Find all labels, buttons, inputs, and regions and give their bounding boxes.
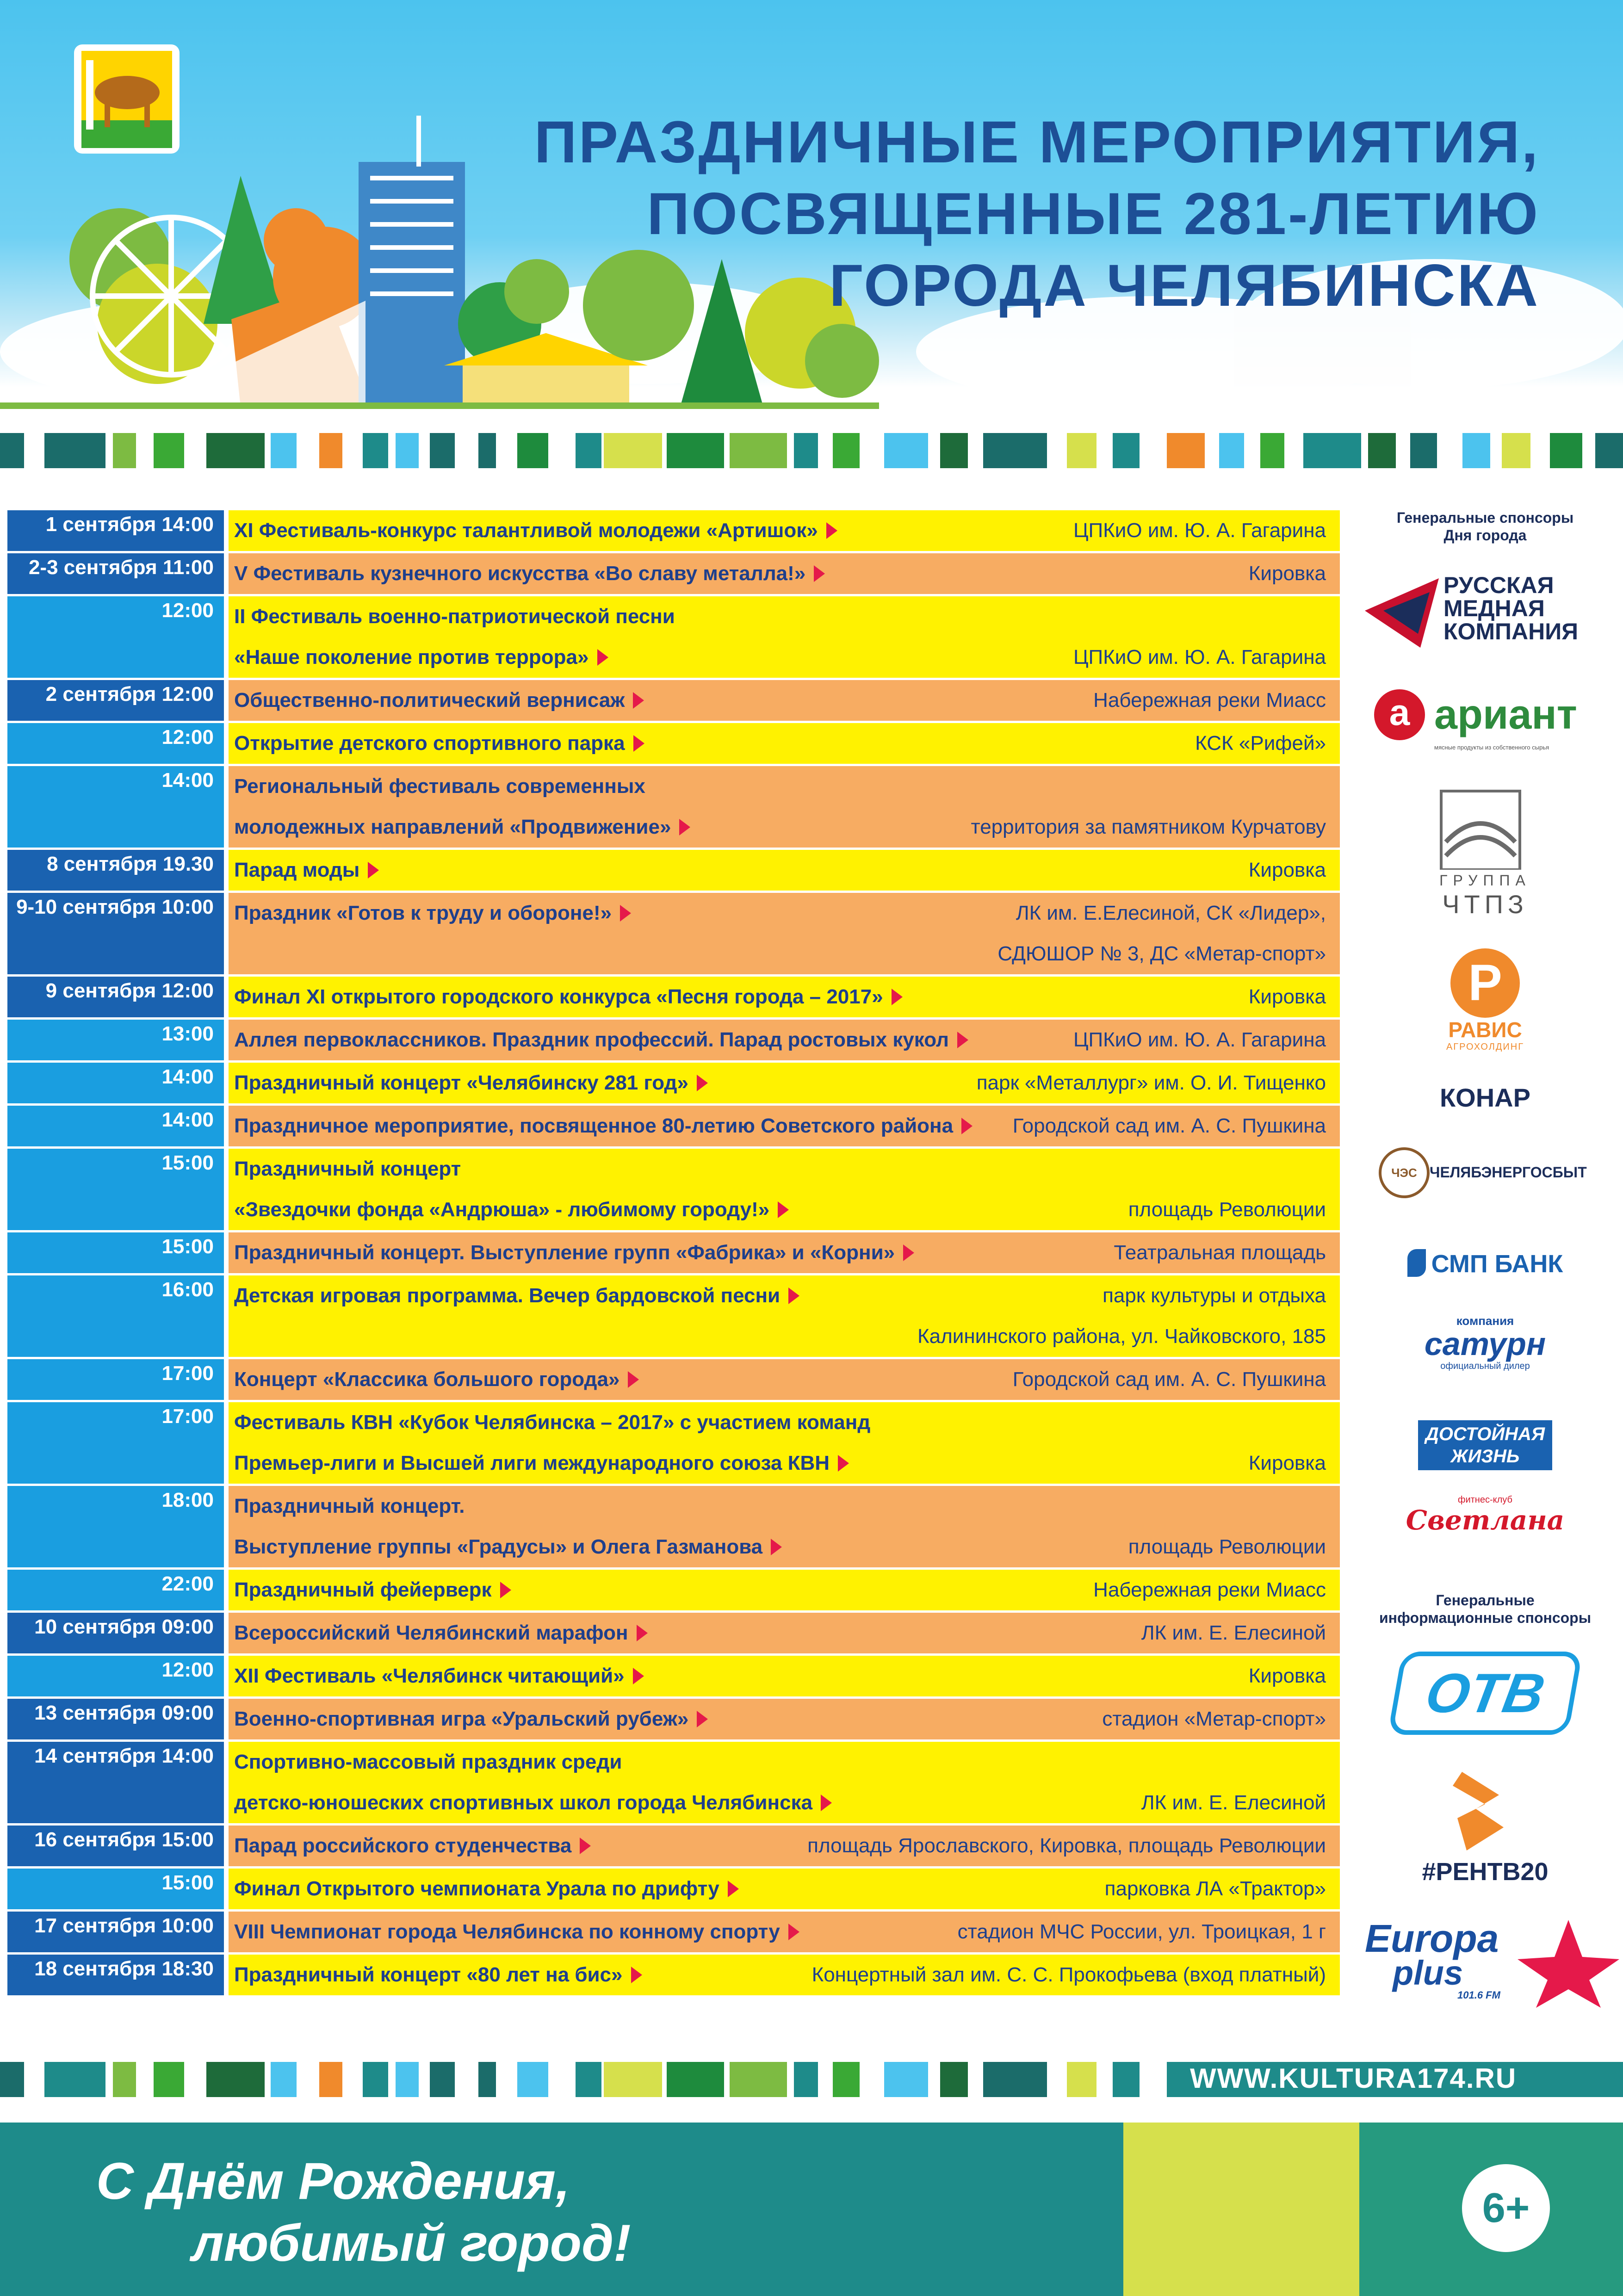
event-row [7, 766, 1340, 848]
event-row [7, 1063, 1340, 1103]
europa-frequency: 101.6 FM [1457, 1989, 1500, 2001]
energosbyt-name: ЧЕЛЯБЭНЕРГОСБЫТ [1430, 1164, 1587, 1181]
red-arrow-icon [697, 1075, 708, 1091]
event-venue: Набережная реки Миасс [1093, 689, 1326, 712]
title-line-1: ПРАЗДНИЧНЫЕ МЕРОПРИЯТИЯ, [534, 109, 1540, 175]
decorative-stripes-top [0, 433, 1623, 468]
red-arrow-icon [631, 1967, 642, 1983]
chtpz-line-2: ЧТПЗ [1442, 890, 1528, 919]
event-title: Праздничный концерт [234, 1157, 461, 1180]
dostoinaya-line-1: ДОСТОЙНАЯ [1425, 1424, 1545, 1444]
event-time: 9-10 сентября 10:00 [7, 893, 224, 974]
event-title: Спортивно-массовый праздник среди [234, 1751, 622, 1773]
header [0, 0, 1623, 430]
age-rating-badge: 6+ [1462, 2164, 1550, 2252]
rmk-line-3: КОМПАНИЯ [1443, 619, 1579, 644]
europa-line-2: plus [1393, 1954, 1463, 1992]
event-title: Праздничный концерт «Челябинску 281 год» [234, 1071, 688, 1094]
event-time: 16 сентября 15:00 [7, 1826, 224, 1866]
event-title: детско-юношеских спортивных школ города Челябинска [234, 1791, 813, 1814]
event-row [7, 553, 1340, 594]
red-arrow-icon [838, 1455, 849, 1472]
event-details [229, 1613, 1340, 1653]
otv-logo [1351, 1652, 1619, 1744]
ariant-name: ариант [1434, 692, 1577, 738]
event-line [229, 596, 1340, 637]
event-details [229, 1570, 1340, 1610]
event-time: 1 сентября 14:00 [7, 510, 224, 551]
event-row [7, 1656, 1340, 1696]
red-arrow-icon [892, 989, 903, 1005]
events-schedule [7, 510, 1340, 1998]
event-line [229, 1912, 1340, 1952]
event-row [7, 1742, 1340, 1823]
event-time: 9 сентября 12:00 [7, 977, 224, 1017]
event-venue: ЛК им. Е. Елесиной [1141, 1621, 1326, 1644]
event-details [229, 766, 1340, 848]
saturn-line-1: компания [1456, 1314, 1514, 1328]
footer-lime-block [1123, 2123, 1359, 2296]
event-venue: СДЮШОР № 3, ДС «Метар-спорт» [997, 942, 1326, 965]
red-arrow-icon [778, 1201, 789, 1218]
event-line [229, 893, 1340, 934]
svetlana-logo [1351, 1494, 1619, 1545]
ren-tv-hashtag: #РЕНТВ20 [1422, 1858, 1549, 1886]
event-details [229, 1912, 1340, 1952]
ariant-logo [1351, 689, 1619, 763]
event-details [229, 1149, 1340, 1230]
event-details [229, 1359, 1340, 1400]
event-title: II Фестиваль военно-патриотической песни [234, 605, 675, 628]
event-details [229, 510, 1340, 551]
event-time: 17:00 [7, 1359, 224, 1400]
event-details [229, 893, 1340, 974]
event-title: Финал Открытого чемпионата Урала по дрифту [234, 1877, 719, 1900]
event-row [7, 1359, 1340, 1400]
event-title: Парад российского студенчества [234, 1834, 572, 1857]
event-venue: площадь Революции [1128, 1535, 1326, 1558]
event-venue: Городской сад им. А. С. Пушкина [1012, 1368, 1326, 1391]
event-row [7, 1106, 1340, 1146]
event-line [229, 850, 1340, 891]
smp-bank-logo [1351, 1249, 1619, 1291]
event-venue: ЦПКиО им. Ю. А. Гагарина [1073, 519, 1326, 542]
chtpz-emblem-icon [1351, 786, 1619, 870]
event-row [7, 1232, 1340, 1273]
dostoinaya-line-2: ЖИЗНЬ [1450, 1446, 1520, 1467]
page-title [383, 106, 1540, 322]
ravis-line-1: РАВИС [1448, 1018, 1522, 1042]
europa-line-1: Europa [1365, 1917, 1499, 1960]
event-title: Премьер-лиги и Высшей лиги международного союза КВН [234, 1452, 830, 1474]
red-arrow-icon [814, 565, 825, 582]
event-details [229, 1869, 1340, 1909]
event-line [229, 1402, 1340, 1443]
ravis-mark-icon: Р [1450, 948, 1520, 1018]
event-line [229, 934, 1340, 974]
red-arrow-icon [679, 819, 690, 835]
event-row [7, 1275, 1340, 1357]
event-time: 16:00 [7, 1275, 224, 1357]
title-line-3: ГОРОДА ЧЕЛЯБИНСКА [829, 253, 1540, 319]
event-time: 18:00 [7, 1486, 224, 1567]
event-time: 2-3 сентября 11:00 [7, 553, 224, 594]
event-time: 2 сентября 12:00 [7, 680, 224, 721]
event-title: Праздничное мероприятие, посвященное 80-летию Советского района [234, 1114, 954, 1137]
event-line [229, 807, 1340, 848]
red-arrow-icon [697, 1711, 708, 1727]
red-arrow-icon [728, 1881, 739, 1897]
event-title: Всероссийский Челябинский марафон [234, 1621, 628, 1644]
rmk-logo [1351, 569, 1619, 652]
event-time: 17 сентября 10:00 [7, 1912, 224, 1952]
red-arrow-icon [633, 692, 644, 709]
greeting-line-1: С Днём Рождения, [96, 2152, 570, 2210]
event-venue: парковка ЛА «Трактор» [1104, 1877, 1326, 1900]
ariant-subtitle: мясные продукты из собственного сырья [1434, 744, 1549, 751]
event-line [229, 1782, 1340, 1823]
energosbyt-logo [1351, 1147, 1619, 1198]
event-line [229, 1275, 1340, 1316]
event-row [7, 977, 1340, 1017]
general-sponsors-heading [1351, 509, 1619, 544]
red-arrow-icon [826, 522, 837, 539]
event-title: Общественно-политический вернисаж [234, 689, 625, 712]
red-arrow-icon [500, 1582, 511, 1598]
event-line [229, 977, 1340, 1017]
event-venue: парк культуры и отдыха [1103, 1284, 1326, 1307]
event-details [229, 1955, 1340, 1995]
event-time: 13 сентября 09:00 [7, 1699, 224, 1739]
event-time: 14:00 [7, 766, 224, 848]
event-line [229, 1656, 1340, 1696]
event-line [229, 1063, 1340, 1103]
event-venue: Театральная площадь [1114, 1241, 1326, 1264]
event-time: 8 сентября 19.30 [7, 850, 224, 891]
svetlana-name: Светлана [1406, 1504, 1565, 1536]
saturn-line-3: официальный дилер [1440, 1361, 1530, 1371]
event-title: Фестиваль КВН «Кубок Челябинска – 2017» с участием команд [234, 1411, 871, 1434]
red-arrow-icon [580, 1838, 591, 1854]
saturn-line-2: сатурн [1424, 1326, 1546, 1362]
info-sponsors-heading-2: информационные спонсоры [1379, 1609, 1592, 1626]
event-line [229, 1020, 1340, 1060]
event-time: 17:00 [7, 1402, 224, 1484]
event-line [229, 1443, 1340, 1484]
event-line [229, 1955, 1340, 1995]
smp-mark-icon [1407, 1249, 1426, 1277]
footer-banner [0, 2123, 1623, 2296]
event-row [7, 1869, 1340, 1909]
event-venue: стадион МЧС России, ул. Троицкая, 1 г [957, 1920, 1326, 1943]
europa-plus-logo [1351, 1915, 1619, 2008]
event-details [229, 723, 1340, 764]
event-venue: ЛК им. Е. Елесиной [1141, 1791, 1326, 1814]
red-arrow-icon [771, 1539, 782, 1555]
info-sponsors-heading [1351, 1591, 1619, 1627]
event-row [7, 1020, 1340, 1060]
red-arrow-icon [821, 1795, 832, 1811]
rmk-line-2: МЕДНАЯ [1443, 595, 1545, 621]
site-url: WWW.KULTURA174.RU [1190, 2063, 1517, 2094]
event-time: 22:00 [7, 1570, 224, 1610]
general-sponsors-heading-1: Генеральные спонсоры [1396, 509, 1574, 526]
event-time: 12:00 [7, 723, 224, 764]
event-title: «Наше поколение против террора» [234, 646, 589, 668]
event-venue: ЛК им. Е.Елесиной, СК «Лидер», [1016, 902, 1326, 924]
event-row [7, 680, 1340, 721]
event-venue: площадь Ярославского, Кировка, площадь Революции [807, 1834, 1326, 1857]
ravis-line-2: АГРОХОЛДИНГ [1446, 1042, 1524, 1052]
event-venue: Кировка [1248, 985, 1326, 1008]
otv-name: ОТВ [1388, 1652, 1583, 1735]
event-line [229, 1527, 1340, 1567]
red-arrow-icon [620, 905, 631, 922]
event-details [229, 1402, 1340, 1484]
red-arrow-icon [903, 1244, 914, 1261]
event-details [229, 1742, 1340, 1823]
event-row [7, 1486, 1340, 1567]
red-arrow-icon [788, 1287, 799, 1304]
event-line [229, 1149, 1340, 1189]
event-title: Праздник «Готов к труду и обороне!» [234, 902, 612, 924]
red-arrow-icon [633, 735, 644, 752]
event-title: Финал XI открытого городского конкурса «Песня города – 2017» [234, 985, 883, 1008]
red-arrow-icon [368, 862, 379, 879]
event-row [7, 1402, 1340, 1484]
event-time: 15:00 [7, 1232, 224, 1273]
event-title: Открытие детского спортивного парка [234, 732, 625, 755]
event-title: V Фестиваль кузнечного искусства «Во славу металла!» [234, 562, 806, 585]
event-title: Детская игровая программа. Вечер бардовской песни [234, 1284, 781, 1307]
red-arrow-icon [597, 649, 608, 666]
event-row [7, 1699, 1340, 1739]
red-arrow-icon [637, 1625, 648, 1641]
event-venue: Калининского района, ул. Чайковского, 185 [917, 1325, 1326, 1348]
event-venue: Кировка [1248, 562, 1326, 585]
event-venue: КСК «Рифей» [1195, 732, 1326, 755]
event-details [229, 1275, 1340, 1357]
event-time: 18 сентября 18:30 [7, 1955, 224, 1995]
event-venue: ЦПКиО им. Ю. А. Гагарина [1073, 1028, 1326, 1051]
greeting-line-2: любимый город! [192, 2214, 631, 2272]
event-line [229, 1106, 1340, 1146]
event-details [229, 1232, 1340, 1273]
event-line [229, 637, 1340, 678]
event-title: Региональный фестиваль современных [234, 775, 645, 798]
event-row [7, 1955, 1340, 1995]
event-line [229, 1570, 1340, 1610]
konar-logo: КОНАР [1440, 1083, 1530, 1112]
event-line [229, 680, 1340, 721]
event-details [229, 1699, 1340, 1739]
event-line [229, 1869, 1340, 1909]
event-row [7, 893, 1340, 974]
event-time: 14:00 [7, 1063, 224, 1103]
event-title: XI Фестиваль-конкурс талантливой молодежи «Артишок» [234, 519, 818, 542]
ren-tv-mark-icon [1351, 1767, 1619, 1855]
ren-tv-logo [1351, 1767, 1619, 1888]
event-title: Праздничный фейерверк [234, 1578, 492, 1601]
event-line [229, 723, 1340, 764]
title-line-2: ПОСВЯЩЕННЫЕ 281-ЛЕТИЮ [647, 181, 1540, 247]
event-row [7, 596, 1340, 678]
event-line [229, 553, 1340, 594]
event-title: Праздничный концерт. Выступление групп «Фабрика» и «Корни» [234, 1241, 895, 1264]
event-row [7, 1613, 1340, 1653]
event-details [229, 1106, 1340, 1146]
event-title: Аллея первоклассников. Праздник профессий. Парад ростовых кукол [234, 1028, 949, 1051]
event-line [229, 1486, 1340, 1527]
event-time: 14:00 [7, 1106, 224, 1146]
event-time: 12:00 [7, 596, 224, 678]
smp-bank-name: СМП БАНК [1431, 1250, 1563, 1278]
saturn-logo [1351, 1314, 1619, 1388]
event-row [7, 723, 1340, 764]
event-time: 13:00 [7, 1020, 224, 1060]
event-row [7, 1570, 1340, 1610]
red-arrow-icon [961, 1118, 973, 1134]
event-title: Парад моды [234, 859, 360, 881]
event-details [229, 596, 1340, 678]
event-line [229, 1826, 1340, 1866]
event-details [229, 680, 1340, 721]
event-venue: Городской сад им. А. С. Пушкина [1012, 1114, 1326, 1137]
event-title: Выступление группы «Градусы» и Олега Газманова [234, 1535, 763, 1558]
red-arrow-icon [628, 1371, 639, 1388]
event-title: молодежных направлений «Продвижение» [234, 816, 671, 838]
coat-of-arms-icon [74, 44, 180, 154]
event-venue: площадь Революции [1128, 1198, 1326, 1221]
event-line [229, 510, 1340, 551]
event-line [229, 766, 1340, 807]
chtpz-logo [1351, 786, 1619, 925]
event-title: Военно-спортивная игра «Уральский рубеж» [234, 1708, 689, 1730]
event-venue: ЦПКиО им. Ю. А. Гагарина [1073, 646, 1326, 668]
event-row [7, 1912, 1340, 1952]
event-time: 12:00 [7, 1656, 224, 1696]
event-details [229, 1063, 1340, 1103]
event-details [229, 1486, 1340, 1567]
dostoinaya-zhizn-logo [1351, 1420, 1619, 1471]
event-title: XII Фестиваль «Челябинск читающий» [234, 1665, 625, 1687]
event-time: 15:00 [7, 1149, 224, 1230]
event-title: Праздничный концерт «80 лет на бис» [234, 1963, 623, 1986]
red-arrow-icon [957, 1032, 968, 1048]
event-row [7, 510, 1340, 551]
red-arrow-icon [633, 1668, 644, 1684]
event-line [229, 1359, 1340, 1400]
event-line [229, 1232, 1340, 1273]
event-line [229, 1699, 1340, 1739]
event-title: VIII Чемпионат города Челябинска по конному спорту [234, 1920, 780, 1943]
chtpz-line-1: ГРУППА [1439, 872, 1531, 889]
info-sponsors-heading-1: Генеральные [1436, 1592, 1535, 1609]
event-time: 15:00 [7, 1869, 224, 1909]
event-title: Концерт «Классика большого города» [234, 1368, 620, 1391]
event-venue: парк «Металлург» им. О. И. Тищенко [976, 1071, 1326, 1094]
ariant-mark-icon: a [1374, 689, 1425, 740]
event-title: Праздничный концерт. [234, 1495, 465, 1517]
ravis-logo [1351, 948, 1619, 1055]
red-arrow-icon [788, 1924, 799, 1940]
general-sponsors-heading-2: Дня города [1443, 527, 1527, 544]
event-details [229, 977, 1340, 1017]
event-venue: Набережная реки Миасс [1093, 1578, 1326, 1601]
event-venue: Кировка [1248, 1665, 1326, 1687]
event-line [229, 1316, 1340, 1357]
event-venue: территория за памятником Курчатову [971, 816, 1326, 838]
event-details [229, 1656, 1340, 1696]
event-line [229, 1613, 1340, 1653]
event-row [7, 850, 1340, 891]
rmk-line-1: РУССКАЯ [1443, 572, 1554, 598]
event-line [229, 1742, 1340, 1782]
event-details [229, 850, 1340, 891]
event-details [229, 1020, 1340, 1060]
event-time: 14 сентября 14:00 [7, 1742, 224, 1823]
event-details [229, 1826, 1340, 1866]
event-details [229, 553, 1340, 594]
event-venue: стадион «Метар-спорт» [1102, 1708, 1326, 1730]
event-venue: Кировка [1248, 859, 1326, 881]
event-venue: Кировка [1248, 1452, 1326, 1474]
event-row [7, 1149, 1340, 1230]
event-row [7, 1826, 1340, 1866]
event-title: «Звездочки фонда «Андрюша» - любимому городу!» [234, 1198, 770, 1221]
event-venue: Концертный зал им. С. С. Прокофьева (вход платный) [812, 1963, 1326, 1986]
svetlana-top: фитнес-клуб [1458, 1495, 1512, 1505]
event-time: 10 сентября 09:00 [7, 1613, 224, 1653]
event-line [229, 1189, 1340, 1230]
energosbyt-mark-icon: ЧЭС [1379, 1147, 1430, 1198]
